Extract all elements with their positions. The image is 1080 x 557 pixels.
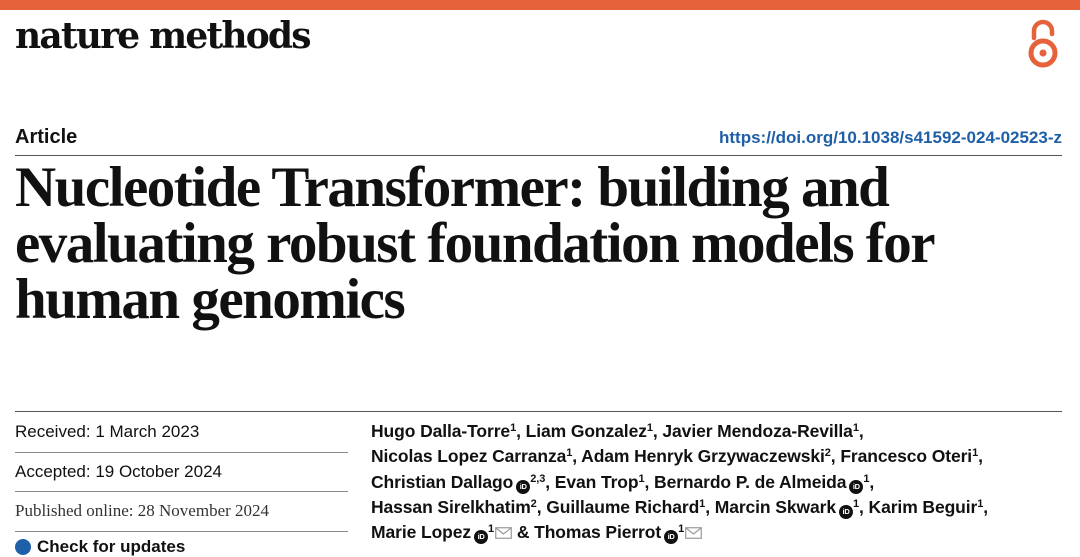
journal-name[interactable]: nature methods — [15, 15, 310, 57]
accepted-date: Accepted: 19 October 2024 — [15, 462, 222, 481]
doi-link[interactable]: https://doi.org/10.1038/s41592-024-02523-z — [719, 128, 1062, 147]
meta-rule-2 — [15, 491, 348, 492]
author-name[interactable]: Francesco Oteri$^1$, — [840, 446, 983, 467]
affiliation-superscript: 1 — [638, 472, 645, 485]
affiliation-superscript: 1 — [699, 497, 706, 510]
meta-divider — [15, 411, 1062, 412]
author-name[interactable]: Christian Dallago iD$^{2,3}$, — [371, 471, 550, 492]
affiliation-superscript: 1 — [646, 422, 653, 434]
affiliation-superscript: 1 — [678, 523, 685, 536]
orcid-icon[interactable]: iD — [664, 530, 678, 544]
author-name[interactable]: Adam Henryk Grzywaczewski$^2$, — [581, 446, 836, 467]
affiliation-superscript: 1 — [977, 497, 984, 510]
author-name[interactable]: Guillaume Richard$^1$, — [546, 496, 710, 517]
top-accent-bar — [0, 0, 1080, 10]
affiliation-superscript: 1 — [852, 422, 859, 434]
received-date: Received: 1 March 2023 — [15, 422, 200, 441]
affiliation-superscript: 1 — [566, 447, 573, 460]
orcid-icon[interactable]: iD — [849, 480, 863, 494]
check-updates-label: Check for updates — [37, 537, 186, 556]
author-list: Hugo Dalla-Torre$^1$, Liam Gonzalez$^1$, Javier Mendoza-Revilla$^1$, Nicolas Lopez Carranza$^1$, Adam Henryk Grzywaczewski$^2$, Francesco Oteri$^1$, Christian Dallago iD$^{2,3}$, Evan Trop$^1$, Bernardo P. de Almeida $iD^1$, Hassan Sirelkhatim$^2$, Guillaume Richard$^1$, Marcin Skwark $iD^1$, Karim Beguir$^1$, Marie Lopez $iD^1$ & Thomas Pierrot $iD^1$ — [371, 421, 989, 543]
author-name[interactable]: Hugo Dalla-Torre$^1$, — [371, 421, 521, 441]
mail-icon[interactable] — [495, 527, 512, 539]
orcid-icon[interactable]: iD — [516, 480, 530, 494]
author-name[interactable]: Hassan Sirelkhatim$^2$, — [371, 496, 542, 517]
affiliation-superscript: 1 — [852, 497, 860, 510]
author-name[interactable]: Liam Gonzalez$^1$, — [525, 421, 658, 441]
check-for-updates[interactable] — [15, 537, 348, 556]
author-name[interactable]: Karim Beguir$^1$, — [868, 496, 989, 517]
title-line-1: Nucleotide Transformer: building and — [15, 156, 889, 219]
author-name[interactable]: Thomas Pierrot $iD^1$ — [534, 522, 702, 542]
affiliation-superscript: 2 — [530, 497, 537, 510]
affiliation-superscript: 2,3 — [530, 472, 546, 485]
meta-rule-1 — [15, 452, 348, 453]
affiliation-superscript: 2 — [824, 447, 831, 460]
open-access-icon — [1026, 18, 1060, 70]
affiliation-superscript: 1 — [972, 447, 979, 460]
orcid-icon[interactable]: iD — [839, 505, 853, 519]
author-name[interactable]: Marie Lopez $iD^1$ — [371, 522, 512, 542]
title-line-2: evaluating robust foundation models for — [15, 212, 935, 275]
author-name[interactable]: Nicolas Lopez Carranza$^1$, — [371, 446, 578, 467]
author-name[interactable]: Bernardo P. de Almeida $iD^1$, — [654, 471, 875, 492]
mail-icon[interactable] — [685, 527, 702, 539]
affiliation-superscript: 1 — [488, 523, 495, 536]
meta-rule-3 — [15, 531, 348, 532]
author-name[interactable]: Javier Mendoza-Revilla$^1$, — [662, 421, 864, 441]
affiliation-superscript: 1 — [510, 422, 517, 434]
article-type-label: Article — [15, 126, 78, 148]
affiliation-superscript: 1 — [863, 472, 870, 485]
article-title — [15, 156, 1065, 331]
title-line-3: human genomics — [15, 268, 405, 331]
author-name[interactable]: Marcin Skwark $iD^1$, — [714, 496, 864, 517]
published-date: Published online: 28 November 2024 — [15, 501, 270, 520]
check-updates-icon — [15, 539, 31, 555]
orcid-icon[interactable]: iD — [474, 530, 488, 544]
author-name[interactable]: Evan Trop$^1$, — [554, 471, 650, 492]
